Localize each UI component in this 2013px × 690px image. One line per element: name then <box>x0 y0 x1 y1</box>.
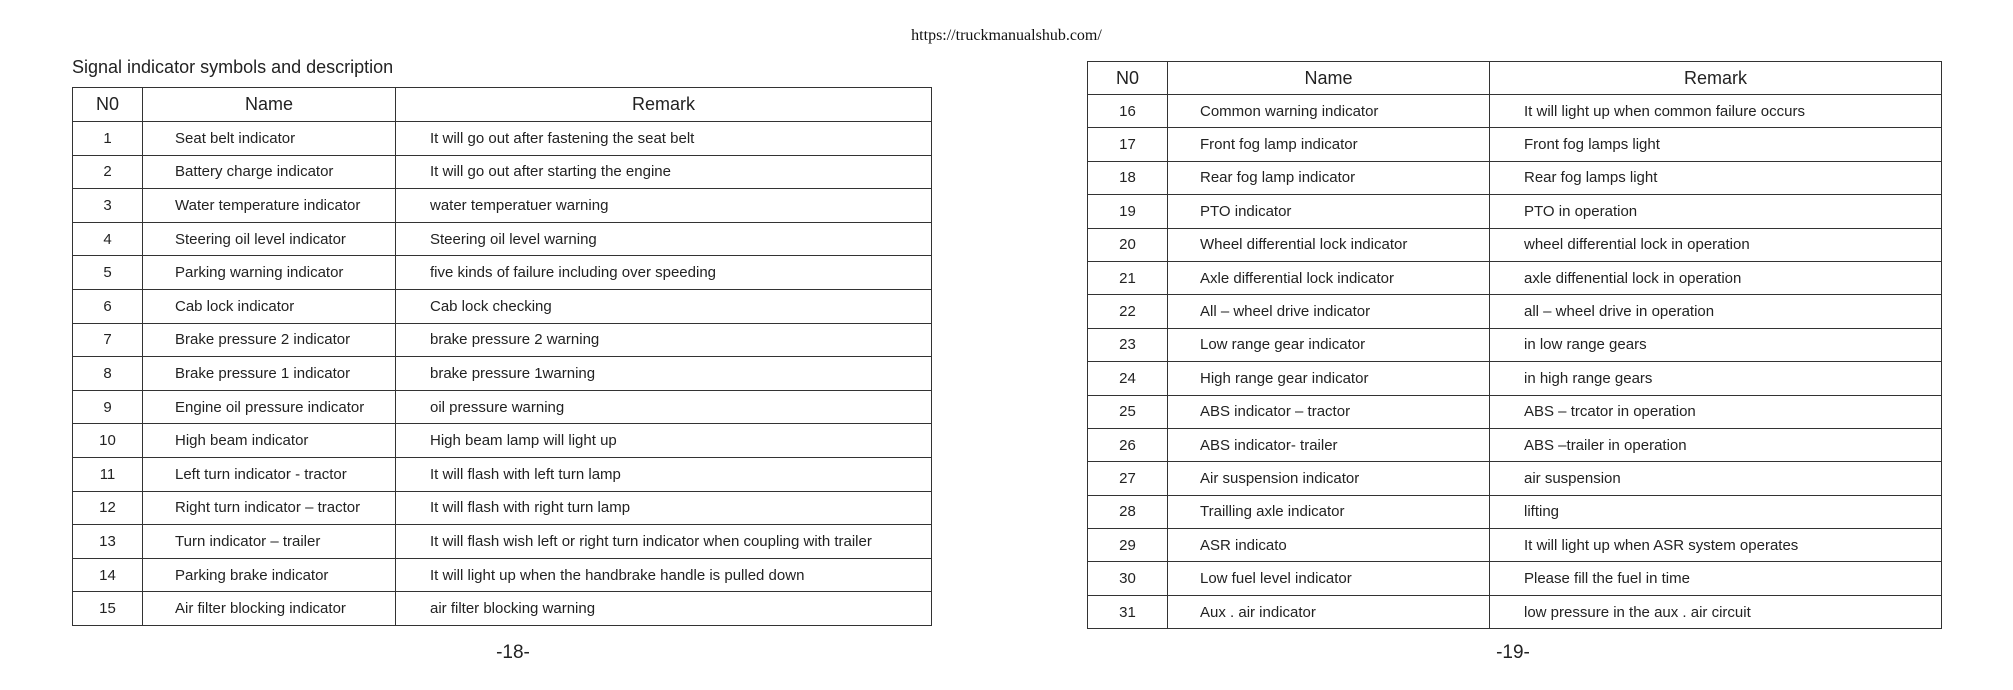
table-row <box>1088 228 1942 261</box>
row-number: 21 <box>1088 261 1168 294</box>
table-header-row <box>73 88 932 122</box>
table-row <box>1088 595 1942 628</box>
indicator-name: Axle differential lock indicator <box>1168 261 1490 294</box>
row-number: 10 <box>73 424 143 458</box>
table-row <box>1088 161 1942 194</box>
indicator-name: Rear fog lamp indicator <box>1168 161 1490 194</box>
indicator-remark: brake pressure 1warning <box>396 357 932 391</box>
row-number: 12 <box>73 491 143 525</box>
table-body-right <box>1088 95 1942 629</box>
indicator-remark: It will flash wish left or right turn indicator when coupling with trailer <box>396 525 932 559</box>
indicator-remark: air filter blocking warning <box>396 592 932 626</box>
table-row <box>1088 395 1942 428</box>
table-row <box>73 289 932 323</box>
indicator-remark: in low range gears <box>1490 328 1942 361</box>
indicator-remark: five kinds of failure including over speeding <box>396 256 932 290</box>
indicator-name: High beam indicator <box>143 424 396 458</box>
indicator-name: Trailling axle indicator <box>1168 495 1490 528</box>
indicator-name: ASR indicato <box>1168 529 1490 562</box>
table-row <box>1088 495 1942 528</box>
indicator-name: Water temperature indicator <box>143 189 396 223</box>
indicator-remark: Front fog lamps light <box>1490 128 1942 161</box>
indicator-remark: It will flash with left turn lamp <box>396 457 932 491</box>
indicator-name: Battery charge indicator <box>143 155 396 189</box>
source-url: https://truckmanualshub.com/ <box>911 27 1102 44</box>
row-number: 9 <box>73 390 143 424</box>
table-row <box>1088 261 1942 294</box>
indicator-name: Wheel differential lock indicator <box>1168 228 1490 261</box>
indicator-remark: ABS – trcator in operation <box>1490 395 1942 428</box>
row-number: 30 <box>1088 562 1168 595</box>
indicator-name: Left turn indicator - tractor <box>143 457 396 491</box>
indicator-name: All – wheel drive indicator <box>1168 295 1490 328</box>
row-number: 19 <box>1088 195 1168 228</box>
column-header-no: N0 <box>1088 62 1168 95</box>
indicator-name: Air filter blocking indicator <box>143 592 396 626</box>
table-row <box>73 222 932 256</box>
row-number: 2 <box>73 155 143 189</box>
indicator-remark: in high range gears <box>1490 362 1942 395</box>
indicator-name: Brake pressure 1 indicator <box>143 357 396 391</box>
table-body-left <box>73 122 932 626</box>
page-number-right: -19- <box>1496 642 1530 663</box>
row-number: 8 <box>73 357 143 391</box>
row-number: 28 <box>1088 495 1168 528</box>
indicator-name: Right turn indicator – tractor <box>143 491 396 525</box>
indicator-name: Air suspension indicator <box>1168 462 1490 495</box>
indicator-table-right <box>1087 61 1942 629</box>
indicator-remark: lifting <box>1490 495 1942 528</box>
column-header-remark: Remark <box>396 88 932 122</box>
row-number: 5 <box>73 256 143 290</box>
indicator-name: ABS indicator – tractor <box>1168 395 1490 428</box>
table-row <box>73 592 932 626</box>
row-number: 26 <box>1088 428 1168 461</box>
row-number: 18 <box>1088 161 1168 194</box>
row-number: 15 <box>73 592 143 626</box>
indicator-name: Seat belt indicator <box>143 122 396 156</box>
row-number: 20 <box>1088 228 1168 261</box>
indicator-name: Parking brake indicator <box>143 558 396 592</box>
indicator-remark: It will flash with right turn lamp <box>396 491 932 525</box>
table-header-row <box>1088 62 1942 95</box>
table-row <box>73 189 932 223</box>
row-number: 6 <box>73 289 143 323</box>
row-number: 22 <box>1088 295 1168 328</box>
table-row <box>73 525 932 559</box>
indicator-remark: High beam lamp will light up <box>396 424 932 458</box>
indicator-remark: ABS –trailer in operation <box>1490 428 1942 461</box>
column-header-name: Name <box>143 88 396 122</box>
table-row <box>73 558 932 592</box>
column-header-no: N0 <box>73 88 143 122</box>
row-number: 25 <box>1088 395 1168 428</box>
indicator-remark: wheel differential lock in operation <box>1490 228 1942 261</box>
table-row <box>1088 295 1942 328</box>
row-number: 11 <box>73 457 143 491</box>
table-row <box>1088 362 1942 395</box>
column-header-name: Name <box>1168 62 1490 95</box>
table-row <box>1088 128 1942 161</box>
row-number: 16 <box>1088 95 1168 128</box>
indicator-name: High range gear indicator <box>1168 362 1490 395</box>
indicator-name: ABS indicator- trailer <box>1168 428 1490 461</box>
table-row <box>1088 328 1942 361</box>
indicator-name: Brake pressure 2 indicator <box>143 323 396 357</box>
table-row <box>73 256 932 290</box>
row-number: 4 <box>73 222 143 256</box>
table-row <box>1088 529 1942 562</box>
row-number: 31 <box>1088 595 1168 628</box>
indicator-remark: Steering oil level warning <box>396 222 932 256</box>
indicator-name: Parking warning indicator <box>143 256 396 290</box>
row-number: 24 <box>1088 362 1168 395</box>
indicator-remark: air suspension <box>1490 462 1942 495</box>
table-row <box>73 122 932 156</box>
indicator-remark: water temperatuer warning <box>396 189 932 223</box>
indicator-remark: oil pressure warning <box>396 390 932 424</box>
indicator-remark: brake pressure 2 warning <box>396 323 932 357</box>
row-number: 1 <box>73 122 143 156</box>
indicator-name: Aux . air indicator <box>1168 595 1490 628</box>
page-number-left: -18- <box>496 642 530 663</box>
table-row <box>73 457 932 491</box>
indicator-remark: It will light up when common failure occurs <box>1490 95 1942 128</box>
indicator-name: Common warning indicator <box>1168 95 1490 128</box>
indicator-name: Steering oil level indicator <box>143 222 396 256</box>
table-row <box>73 424 932 458</box>
indicator-remark: It will go out after starting the engine <box>396 155 932 189</box>
indicator-name: Low fuel level indicator <box>1168 562 1490 595</box>
row-number: 3 <box>73 189 143 223</box>
table-row <box>1088 195 1942 228</box>
table-row <box>1088 428 1942 461</box>
row-number: 23 <box>1088 328 1168 361</box>
indicator-name: Turn indicator – trailer <box>143 525 396 559</box>
row-number: 7 <box>73 323 143 357</box>
table-row <box>73 323 932 357</box>
indicator-remark: low pressure in the aux . air circuit <box>1490 595 1942 628</box>
indicator-name: Front fog lamp indicator <box>1168 128 1490 161</box>
indicator-remark: Rear fog lamps light <box>1490 161 1942 194</box>
indicator-remark: PTO in operation <box>1490 195 1942 228</box>
indicator-remark: Please fill the fuel in time <box>1490 562 1942 595</box>
indicator-remark: Cab lock checking <box>396 289 932 323</box>
row-number: 29 <box>1088 529 1168 562</box>
table-row <box>73 357 932 391</box>
table-row <box>1088 95 1942 128</box>
row-number: 14 <box>73 558 143 592</box>
indicator-remark: axle diffenential lock in operation <box>1490 261 1942 294</box>
indicator-name: Cab lock indicator <box>143 289 396 323</box>
indicator-table-left <box>72 87 932 626</box>
table-row <box>73 390 932 424</box>
table-row <box>1088 462 1942 495</box>
indicator-name: Low range gear indicator <box>1168 328 1490 361</box>
indicator-remark: It will light up when the handbrake handle is pulled down <box>396 558 932 592</box>
indicator-remark: all – wheel drive in operation <box>1490 295 1942 328</box>
row-number: 27 <box>1088 462 1168 495</box>
indicator-remark: It will light up when ASR system operates <box>1490 529 1942 562</box>
indicator-name: Engine oil pressure indicator <box>143 390 396 424</box>
row-number: 17 <box>1088 128 1168 161</box>
page-title: Signal indicator symbols and description <box>72 57 394 77</box>
column-header-remark: Remark <box>1490 62 1942 95</box>
table-row <box>73 491 932 525</box>
row-number: 13 <box>73 525 143 559</box>
indicator-remark: It will go out after fastening the seat belt <box>396 122 932 156</box>
indicator-name: PTO indicator <box>1168 195 1490 228</box>
table-row <box>73 155 932 189</box>
table-row <box>1088 562 1942 595</box>
